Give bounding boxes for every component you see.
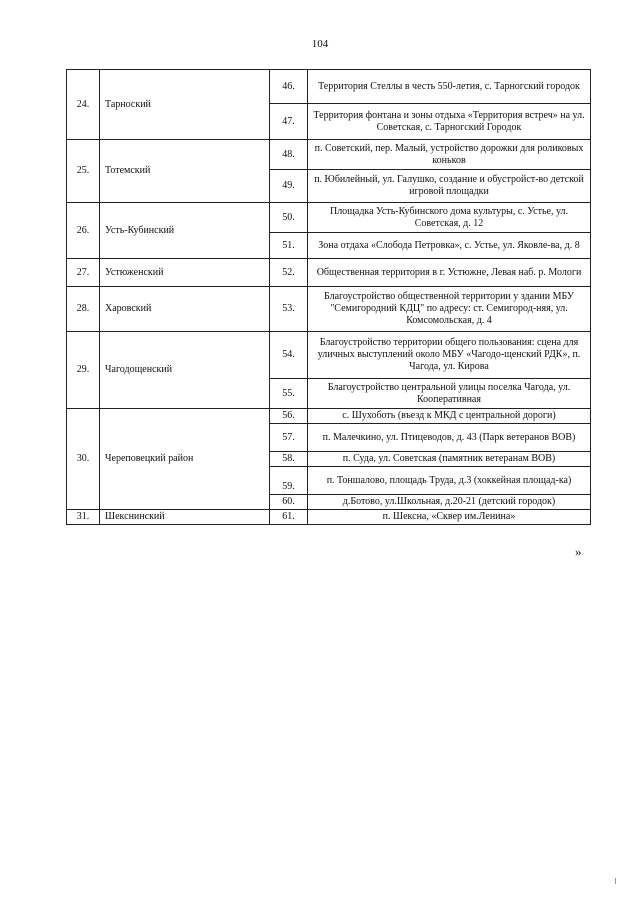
item-description: д.Ботово, ул.Школьная, д.20-21 (детский городок) bbox=[308, 495, 591, 510]
district-name: Тотемский bbox=[100, 140, 270, 203]
page-number: 104 bbox=[311, 38, 329, 50]
item-number: 55. bbox=[270, 379, 308, 409]
table-row bbox=[67, 70, 591, 104]
objects-table bbox=[66, 69, 591, 525]
item-number: 50. bbox=[270, 203, 308, 233]
item-number: 58. bbox=[270, 452, 308, 467]
closing-quote-mark: » bbox=[575, 544, 582, 559]
scan-mark bbox=[615, 878, 616, 884]
item-number: 53. bbox=[270, 287, 308, 332]
region-number: 27. bbox=[67, 259, 100, 287]
region-number: 29. bbox=[67, 332, 100, 409]
item-number: 57. bbox=[270, 424, 308, 452]
item-description: Зона отдаха «Слобода Петровка», с. Устье, ул. Яковле-ва, д. 8 bbox=[308, 233, 591, 259]
item-number: 60. bbox=[270, 495, 308, 510]
item-number: 47. bbox=[270, 104, 308, 140]
region-number: 28. bbox=[67, 287, 100, 332]
district-name: Харовский bbox=[100, 287, 270, 332]
table-row bbox=[67, 510, 591, 525]
district-name: Усть-Кубинский bbox=[100, 203, 270, 259]
item-description: п. Советский, пер. Малый, устройство дорожки для роликовых коньков bbox=[308, 140, 591, 170]
region-number: 24. bbox=[67, 70, 100, 140]
item-description: Территория фонтана и зоны отдыха «Территория встреч» на ул. Советская, с. Тарногский Городок bbox=[308, 104, 591, 140]
item-description: п. Юбилейный, ул. Галушко, создание и обустройст-во детской игровой площадки bbox=[308, 170, 591, 203]
item-number: 51. bbox=[270, 233, 308, 259]
district-name: Шекснинский bbox=[100, 510, 270, 525]
item-description: Благоустройство общественной территории у здании МБУ "Семигородний КДЦ" по адресу: ст. Семигород-няя, ул. Комсомольская, д. 4 bbox=[308, 287, 591, 332]
district-name: Тарноский bbox=[100, 70, 270, 140]
table-row bbox=[67, 140, 591, 170]
item-description: п. Тоншалово, площадь Труда, д.3 (хоккейная площад-ка) bbox=[308, 467, 591, 495]
item-description: Благоустройство территории общего пользования: сцена для уличных выступлений около МБУ «Чагодо-щенский РДК», п. Чагода, ул. Кирова bbox=[308, 332, 591, 379]
district-name: Устюженский bbox=[100, 259, 270, 287]
table-row bbox=[67, 332, 591, 379]
item-description: п. Суда, ул. Советская (памятник ветеранам ВОВ) bbox=[308, 452, 591, 467]
item-number: 56. bbox=[270, 409, 308, 424]
region-number: 26. bbox=[67, 203, 100, 259]
item-number: 61. bbox=[270, 510, 308, 525]
region-number: 30. bbox=[67, 409, 100, 510]
table-row bbox=[67, 287, 591, 332]
item-description: п. Шексна, «Сквер им.Ленина» bbox=[308, 510, 591, 525]
item-number: 48. bbox=[270, 140, 308, 170]
item-number: 49. bbox=[270, 170, 308, 203]
item-description: п. Малечкино, ул. Птицеводов, д. 43 (Парк ветеранов ВОВ) bbox=[308, 424, 591, 452]
region-number: 25. bbox=[67, 140, 100, 203]
item-description: Территория Стеллы в честь 550-летия, с. Тарногский городок bbox=[308, 70, 591, 104]
item-number: 59. bbox=[270, 467, 308, 495]
table-row bbox=[67, 203, 591, 233]
item-number: 54. bbox=[270, 332, 308, 379]
item-description: Общественная территория в г. Устюжне, Левая наб. р. Мологи bbox=[308, 259, 591, 287]
district-name: Чагодощенский bbox=[100, 332, 270, 409]
item-number: 52. bbox=[270, 259, 308, 287]
table-row bbox=[67, 409, 591, 424]
table-row bbox=[67, 259, 591, 287]
item-description: с. Шухоботь (въезд к МКД с центральной дороги) bbox=[308, 409, 591, 424]
item-description: Благоустройство центральной улицы поселка Чагода, ул. Кооперативная bbox=[308, 379, 591, 409]
district-name: Череповецкий район bbox=[100, 409, 270, 510]
item-number: 46. bbox=[270, 70, 308, 104]
item-description: Площадка Усть-Кубинского дома культуры, с. Устье, ул. Советская, д. 12 bbox=[308, 203, 591, 233]
region-number: 31. bbox=[67, 510, 100, 525]
